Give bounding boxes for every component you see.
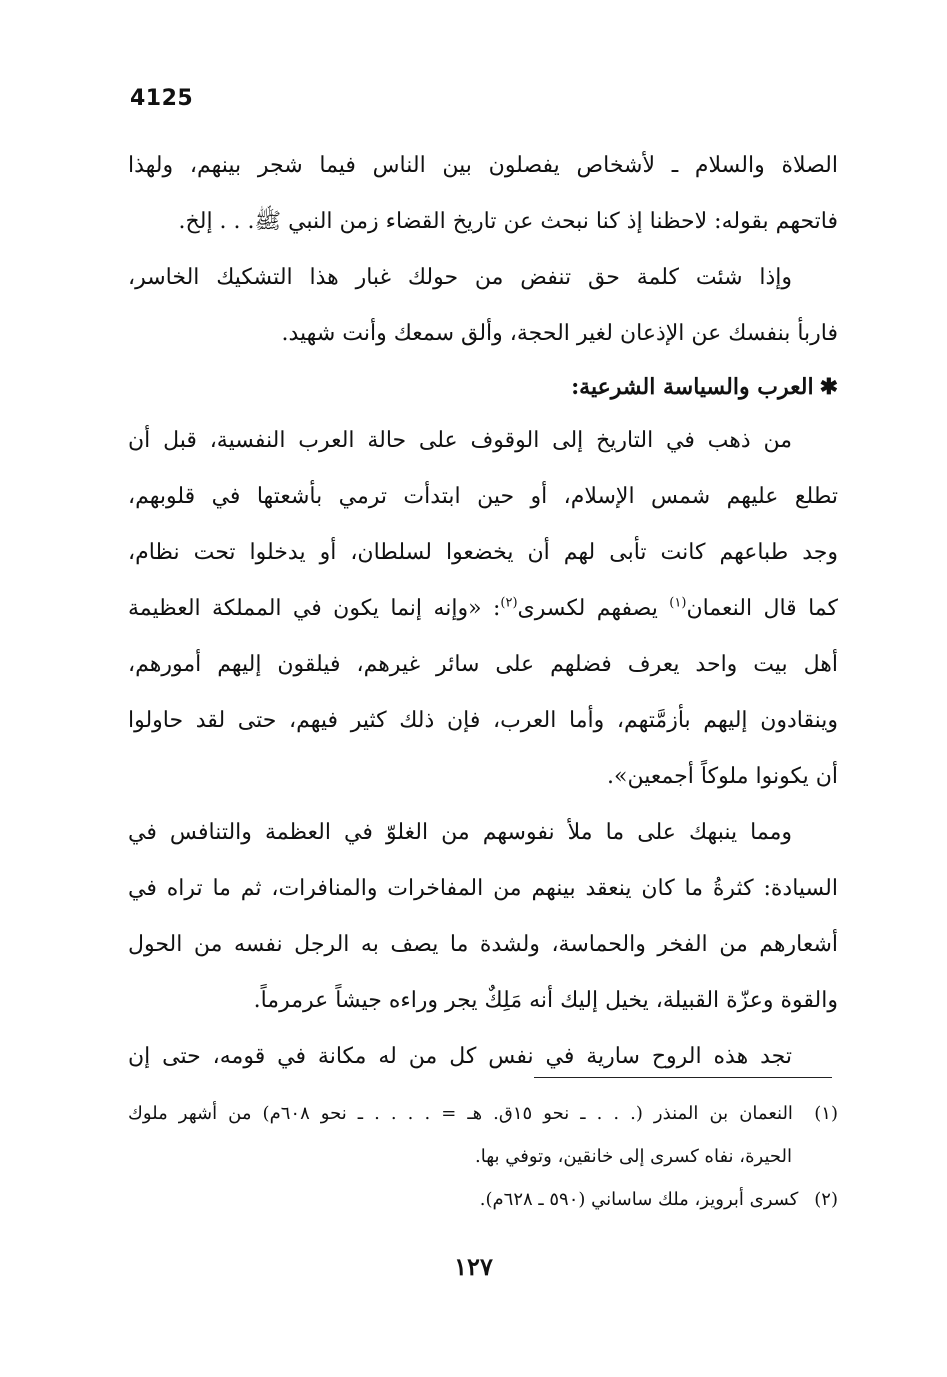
- text-line: السيادة: كثرةُ ما كان ينعقد بينهم من المفاخرات والمنافرات، ثم ما تراه في: [128, 876, 838, 901]
- text-line: أن يكونوا ملوكاً أجمعين».: [607, 764, 838, 789]
- footnote-text: النعمان بن المنذر (. . . ـ نحو ١٥ق. هـ = . . . . ـ نحو ٦٠٨م) من أشهر ملوك: [128, 1103, 793, 1124]
- footnote-ref-2[interactable]: (٢): [500, 595, 518, 611]
- footnote-1-continued: الحيرة، نفاه كسرى إلى خانقين، وتوفي بها.: [475, 1146, 792, 1167]
- text-line: فاتحهم بقوله: لاحظنا إذ كنا نبحث عن تاريخ القضاء زمن النبي ﷺ. . . إلخ.: [178, 209, 838, 234]
- footnotes: [128, 1092, 838, 1221]
- text-line: والقوة وعزّة القبيلة، يخيل إليك أنه مَلِكٌ يجر وراءه جيشاً عرمرماً.: [253, 988, 838, 1013]
- text-fragment: : «وإنه إنما يكون في المملكة العظيمة: [128, 596, 501, 621]
- text-line: أشعارهم من الفخر والحماسة، ولشدة ما يصف به الرجل نفسه من الحول: [128, 932, 838, 957]
- section-heading-text: العرب والسياسة الشرعية:: [571, 374, 814, 400]
- asterisk-icon: ✱: [819, 374, 838, 400]
- text-line: من ذهب في التاريخ إلى الوقوف على حالة العرب النفسية، قبل أن: [128, 428, 792, 453]
- text-line-with-notes: [128, 581, 838, 637]
- text-line: وإذا شئت كلمة حق تنفض من حولك غبار هذا التشكيك الخاسر،: [128, 265, 792, 290]
- footnote-text: كسرى أبرويز، ملك ساساني (٥٩٠ ـ ٦٢٨م).: [479, 1189, 799, 1210]
- footnote-number: (١): [814, 1103, 838, 1124]
- text-line: الصلاة والسلام ـ لأشخاص يفصلون بين الناس فيما شجر بينهم، ولهذا: [128, 153, 838, 178]
- footnote-ref-1[interactable]: (١): [669, 595, 687, 611]
- footnote-2: [128, 1178, 838, 1221]
- text-fragment: يصفهم لكسرى: [517, 596, 670, 621]
- page-id: 4125: [130, 86, 194, 111]
- main-text: [128, 138, 838, 1085]
- text-fragment: كما قال النعمان: [686, 596, 838, 621]
- footnote-1: [128, 1092, 838, 1135]
- text-line: وجد طباعهم كانت تأبى لهم أن يخضعوا لسلطان، أو يدخلوا تحت نظام،: [128, 540, 838, 565]
- footnote-number: (٢): [814, 1189, 838, 1210]
- text-line: تطلع عليهم شمس الإسلام، أو حين ابتدأت ترمي بأشعتها في قلوبهم،: [128, 484, 838, 509]
- text-line: ومما ينبهك على ما ملأ نفوسهم من الغلوّ في العظمة والتنافس في: [128, 820, 792, 845]
- text-line: وينقادون إليهم بأزمَّتهم، وأما العرب، فإن ذلك كثير فيهم، حتى لقد حاولوا: [128, 708, 838, 733]
- page-number: ١٢٧: [454, 1252, 493, 1281]
- text-line: أهل بيت واحد يعرف فضلهم على سائر غيرهم، فيلقون إليهم أمورهم،: [128, 652, 838, 677]
- text-line: فاربأ بنفسك عن الإذعان لغير الحجة، وألق سمعك وأنت شهيد.: [281, 321, 838, 346]
- section-heading: [128, 362, 838, 412]
- text-line: تجد هذه الروح سارية في نفس كل من له مكانة في قومه، حتى إن: [128, 1044, 792, 1069]
- footnote-separator: [534, 1077, 832, 1078]
